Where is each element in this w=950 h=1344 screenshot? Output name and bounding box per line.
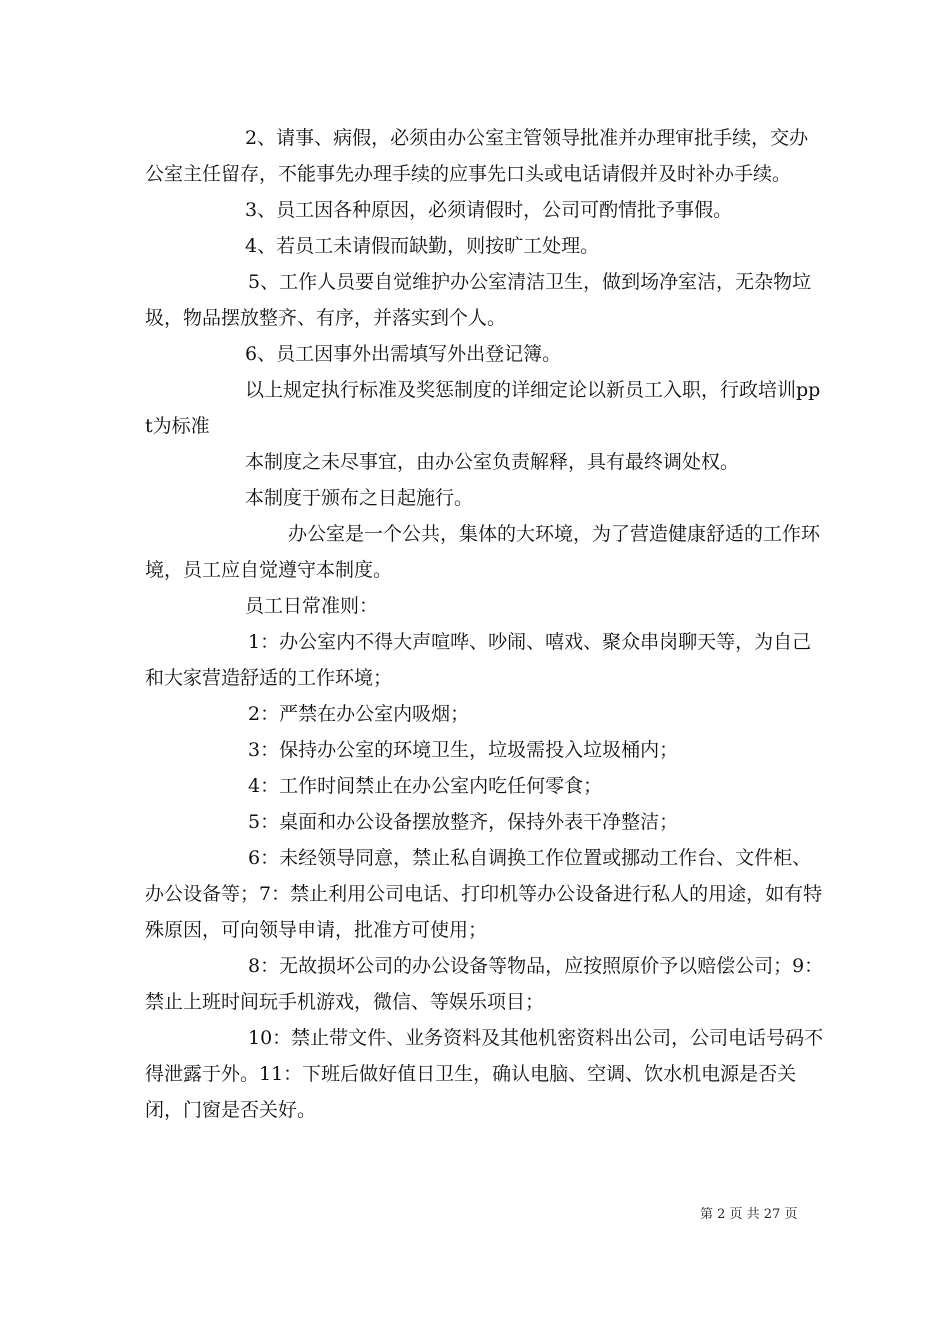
paragraph-outing-register: 6、员工因事外出需填写外出登记簿。 [245, 343, 562, 365]
rule-item-4: 4：工作时间禁止在办公室内吃任何零食； [248, 775, 603, 797]
rule-item-5: 5：桌面和办公设备摆放整齐，保持外表干净整洁； [248, 811, 679, 833]
section-heading-daily-rules: 员工日常准则： [245, 595, 379, 617]
paragraph-effective-date: 本制度于颁布之日起施行。 [245, 487, 474, 509]
rule-item-1: 1：办公室内不得大声喧哗、吵闹、嘻戏、聚众串岗聊天等，为自己和大家营造舒适的工作环境； [145, 631, 812, 689]
document-body [145, 120, 825, 1128]
rule-item-8-9: 8：无故损坏公司的办公设备等物品，应按照原价予以赔偿公司；9：禁止上班时间玩手机游戏，微信、等娱乐项目； [145, 955, 824, 1013]
paragraph-leave-approval: 2、请事、病假，必须由办公室主管领导批准并办理审批手续，交办公室主任留存，不能事先办理手续的应事先口头或电话请假并及时补办手续。 [145, 127, 809, 185]
rule-item-6-7: 6：未经领导同意，禁止私自调换工作位置或挪动工作台、文件柜、办公设备等；7：禁止利用公司电话、打印机等办公设备进行私人的用途，如有特殊原因，可向领导申请，批准方可使用； [145, 847, 823, 941]
paragraph-absenteeism: 4、若员工未请假而缺勤，则按旷工处理。 [245, 235, 600, 257]
paragraph-personal-leave: 3、员工因各种原因，必须请假时，公司可酌情批予事假。 [245, 199, 733, 221]
paragraph-office-cleanliness: 5、工作人员要自觉维护办公室清洁卫生，做到场净室洁，无杂物垃圾，物品摆放整齐、有序，并落实到个人。 [145, 271, 812, 329]
rule-item-10-11: 10：禁止带文件、业务资料及其他机密资料出公司，公司电话号码不得泄露于外。11：下班后做好值日卫生，确认电脑、空调、饮水机电源是否关闭，门窗是否关好。 [145, 1027, 824, 1121]
paragraph-standards: 以上规定执行标准及奖惩制度的详细定论以新员工入职，行政培训ppt为标准 [145, 379, 821, 437]
paragraph-office-environment: 办公室是一个公共，集体的大环境，为了营造健康舒适的工作环境，员工应自觉遵守本制度。 [145, 523, 821, 581]
rule-item-3: 3：保持办公室的环境卫生，垃圾需投入垃圾桶内； [248, 739, 679, 761]
paragraph-interpretation: 本制度之未尽事宜，由办公室负责解释，具有最终调处权。 [245, 451, 740, 473]
page-number-footer: 第 2 页 共 27 页 [700, 1207, 798, 1222]
rule-item-2: 2：严禁在办公室内吸烟； [248, 703, 470, 725]
